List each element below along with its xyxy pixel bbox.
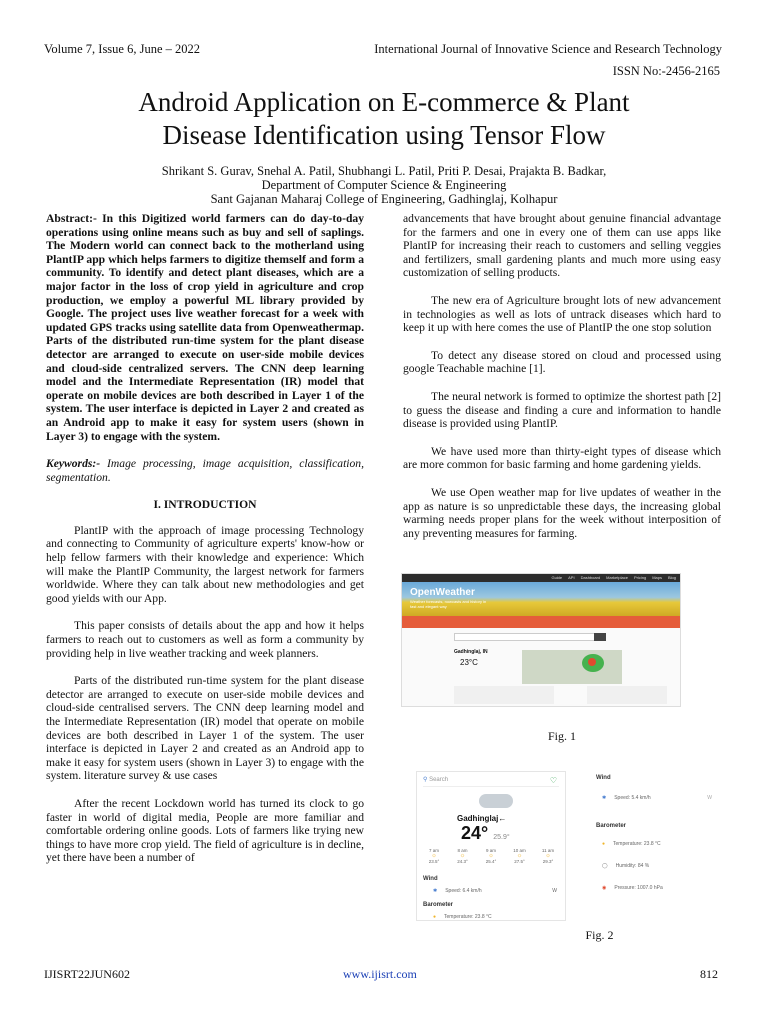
city-name: Gadhinglaj←: [457, 814, 507, 823]
keywords-text: Image processing, image acquisition, classification, segmentation.: [46, 457, 364, 484]
wind-label: Wind: [423, 876, 438, 882]
gauge-icon: ◉: [602, 885, 607, 891]
hour-item: 9 am ☼ 25.4°: [478, 848, 504, 864]
sun-icon: ☼: [516, 853, 523, 859]
weather-details-panel: [588, 771, 718, 921]
figure-2-app-screenshot: [416, 771, 718, 921]
paragraph: PlantIP with the approach of image processing Technology and connecting to Community of agriculture experts' know-how or help fellow farmers with their knowledge and experience: Which will make the PlantIP Community, the largest network for farmers worldwide. Where they can talk about new methodologies and get good yields with our App.: [46, 523, 364, 605]
cloud-icon: [479, 794, 513, 808]
wind-icon: ✱: [433, 888, 438, 894]
hour-item: 11 am ☼ 29.3°: [535, 848, 561, 864]
paragraph: After the recent Lockdown world has turned its clock to go faster in world of digital media, People are more familiar and comfortable ordering online goods. Lots of farmers like trying new things to have more crop yield. The field of agriculture is in decline, yet there have been a number of: [46, 796, 364, 865]
sun-icon: ☼: [545, 853, 551, 859]
authors-block: [40, 164, 728, 206]
temperature-row: ● Temperature: 23.8 °C: [433, 914, 492, 920]
journal-name: International Journal of Innovative Science and Research Technology: [374, 42, 722, 56]
search-input: ⚲ Search ♡: [423, 776, 557, 785]
paper-title: [40, 86, 728, 152]
section-heading-introduction: I. INTRODUCTION: [153, 498, 257, 512]
pressure-row: ◉ Pressure: 1007.0 hPa: [602, 885, 663, 891]
ow-nav-bar: Guide API Dashboard Marketplace Pricing Maps Blog: [402, 574, 680, 582]
figure-1-caption: Fig. 1: [547, 729, 576, 743]
issn: ISSN No:-2456-2165: [612, 64, 720, 78]
keywords-label: Keywords:-: [46, 457, 101, 471]
paper-code: IJISRT22JUN602: [44, 967, 130, 981]
hour-item: 8 am ☼ 24.3°: [450, 848, 476, 864]
ow-search-bar: [454, 633, 606, 641]
thermometer-icon: ●: [602, 841, 606, 847]
ow-temp: 23°C: [460, 658, 478, 667]
volume-info: Volume 7, Issue 6, June – 2022: [44, 42, 201, 56]
ow-weather-map: [522, 650, 622, 684]
ow-alert-banner: [402, 616, 680, 628]
paragraph: To detect any disease stored on cloud and processed using google Teachable machine [1].: [403, 348, 721, 376]
paragraph: The neural network is formed to optimize the shortest path [2] to guess the disease and finding a cure and information to handle disease is provided using PlantIP.: [403, 389, 721, 431]
current-temperature: 24° 25.9°: [461, 823, 510, 843]
hour-item: 7 am ☼ 23.5°: [421, 848, 447, 864]
search-icon: ⚲: [423, 777, 428, 783]
humidity-row: ◯ Humidity: 84 %: [602, 863, 650, 869]
temperature-row: ● Temperature: 23.8 °C: [602, 841, 661, 847]
wind-label: Wind: [596, 775, 611, 781]
right-column: [403, 212, 721, 554]
droplet-icon: ◯: [602, 863, 608, 869]
paragraph: This paper consists of details about the app and how it helps farmers to reach out to customers as well as form a community by providing help in live weather tracking and week planners.: [46, 619, 364, 660]
paragraph: We use Open weather map for live updates of weather in the app as nature is so unpredictable these days, the increasing global warming needs proper plans for the week without interposition of any preventing measures for farming.: [403, 485, 721, 540]
sun-icon: ☼: [459, 853, 466, 859]
paragraph: advancements that have brought about genuine financial advantage for the farmers and one in every one of them can use apps like PlantIP for increasing their reach to customers and selling veggies and fertilizers, small gardening plants and much more using easy customization of selling products.: [403, 212, 721, 280]
hour-item: 10 am ☼ 27.5°: [507, 848, 533, 864]
department: Department of Computer Science & Engineering: [261, 178, 507, 192]
paragraph: We have used more than thirty-eight types of disease which are more common for basic farming and home gardening yields.: [403, 444, 721, 472]
figure-2-caption: Fig. 2: [585, 928, 614, 942]
title-line-2: Disease Identification using Tensor Flow: [162, 120, 606, 150]
wind-icon: ✱: [602, 795, 607, 801]
abstract: Abstract:- In this Digitized world farmers can do day-to-day operations using online means such as buy and sell of saplings. The Modern world can connect back to the motherland using PlantIP app which helps farmers to digitize themself and form a community. To identify and detect plant diseases, which are a major factor in the loss of crop yield in agriculture and crop production, we employ a powerful ML library provided by Google. The project uses live weather forecast for a week with updated GPS tracks using satellite data from Openweathermap. Parts of the distributed run-time system for the plant disease detector are arranged to execute on user-side mobile devices and cloud-side centralized servers. The CNN deep learning model and the Intermediate Representation (IR) model that operate on mobile devices are both described in Layer 1 of the system. The user interface is depicted in Layer 2 and created as an Android app to make it easy for system users (shown in Layer 3) to engage with the system.: [46, 212, 364, 443]
author-names: Shrikant S. Gurav, Snehal A. Patil, Shubhangi L. Patil, Priti P. Desai, Prajakta B. Badkar,: [161, 164, 607, 178]
hourly-forecast: [421, 848, 561, 864]
wind-speed: ✱ Speed: 6.4 km/h W: [433, 888, 557, 894]
thermometer-icon: ●: [433, 914, 437, 920]
barometer-label: Barometer: [423, 902, 454, 908]
paragraph: The new era of Agriculture brought lots of new advancement in technologies as well as lots of untrack diseases which hard to keep it up with here comes the use of PlantIP the one stop solution: [403, 293, 721, 335]
ow-city: Gadhinglaj, IN: [454, 649, 488, 655]
sun-icon: ☼: [488, 853, 494, 859]
figure-1-openweather-screenshot: [401, 573, 681, 707]
journal-url[interactable]: www.ijisrt.com: [343, 967, 417, 981]
ow-daily-forecast: [587, 686, 667, 704]
title-line-1: Android Application on E-commerce & Plant: [138, 87, 630, 117]
ow-hourly-forecast: [454, 686, 554, 704]
ow-tagline: Weather forecasts, nowcasts and history in fast and elegant way: [410, 599, 487, 609]
left-column: [46, 212, 364, 879]
ow-hero-banner: [402, 582, 680, 616]
weather-main-panel: [416, 771, 566, 921]
page-number: 812: [700, 967, 718, 981]
keywords: [46, 457, 364, 484]
wind-speed: ✱ Speed: 5.4 km/h W: [602, 795, 712, 801]
heart-icon: ♡: [549, 776, 557, 785]
barometer-label: Barometer: [596, 823, 627, 829]
college: Sant Gajanan Maharaj College of Engineering, Gadhinglaj, Kolhapur: [210, 192, 558, 206]
ow-logo: OpenWeather: [410, 587, 475, 598]
sun-icon: ☼: [431, 853, 437, 859]
paragraph: Parts of the distributed run-time system for the plant disease detector are arranged to execute on user-side mobile devices and cloud-side centralised servers. The CNN deep learning model and the Intermediate Representation (IR) model that operate on mobile devices are both described in Layer 1 of the system. The user interface is depicted in Layer 2 and created as an Android app to make it easy for system users (shown in Layer 3) to engage with the system. literature survey & use cases: [46, 674, 364, 783]
